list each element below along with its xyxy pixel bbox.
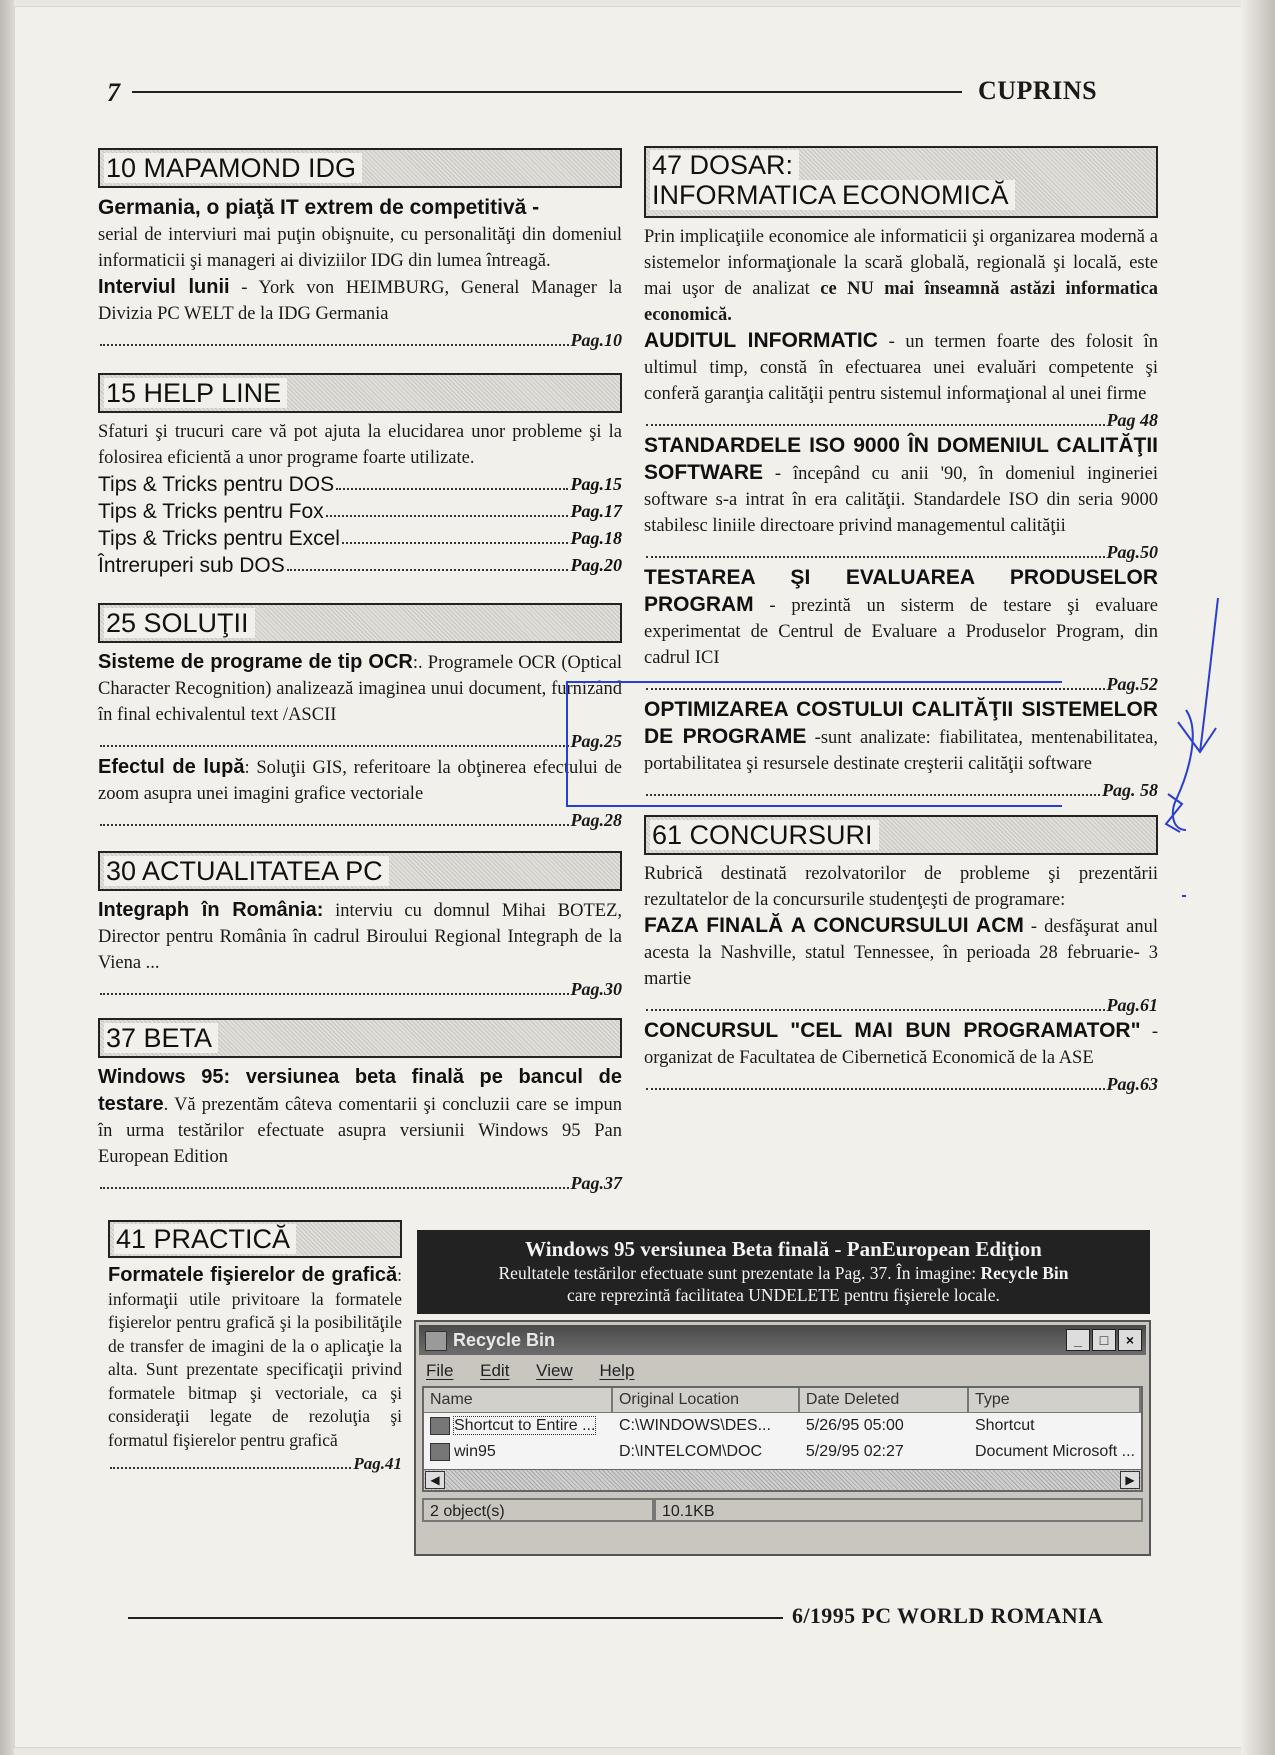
minimize-button[interactable]: _ <box>1066 1329 1090 1351</box>
section-header-dosar: 47 DOSAR: INFORMATICA ECONOMICĂ <box>644 146 1158 218</box>
dosar-optimizarea-page-ref: Pag. 58 <box>644 777 1158 803</box>
menu-file[interactable]: File <box>426 1361 454 1380</box>
mapamond-lead: Germania, o piaţă IT extrem de competitivă - <box>98 196 540 219</box>
list-item[interactable]: win95 D:\INTELCOM\DOC 5/29/95 02:27 Document Microsoft ... <box>424 1439 1141 1465</box>
menu-help[interactable]: Help <box>599 1361 635 1380</box>
concursuri-programator-page-ref: Pag.63 <box>644 1071 1158 1097</box>
window-title: Recycle Bin <box>453 1330 556 1350</box>
solutii-item-lupa: Efectul de lupă: Soluţii GIS, referitoare la obţinerea efectului de zoom asupra unei imagini grafice vectoriale <box>98 756 623 804</box>
section-header-concursuri: 61 CONCURSURI <box>644 815 1158 855</box>
practica-page-ref: Pag.41 <box>108 1452 402 1476</box>
scroll-left-icon[interactable]: ◀ <box>425 1471 445 1489</box>
section-header-solutii: 25 SOLUŢII <box>98 603 622 643</box>
dosar-iso-page-ref: Pag.50 <box>644 539 1158 565</box>
concursuri-item-programator: CONCURSUL "CEL MAI BUN PROGRAMATOR" - organizat de Facultatea de Cibernetică Economică de la ASE <box>644 1019 1158 1068</box>
column-header-type[interactable]: Type <box>969 1388 1141 1412</box>
section-header-actualitatea: 30 ACTUALITATEA PC <box>98 851 622 891</box>
footer-rule <box>128 1617 783 1619</box>
column-header-date[interactable]: Date Deleted <box>800 1388 969 1412</box>
mapamond-item: Interviul lunii - York von HEIMBURG, General Manager la Divizia PC WELT de la IDG Germania <box>98 276 623 324</box>
footer-title: 6/1995 PC WORLD ROMANIA <box>792 1603 1104 1628</box>
actualitatea-item: Integraph în România: interviu cu domnul Mihai BOTEZ, Director pentru România în cadrul Biroului Regional Integraph de la Viena ... <box>98 899 623 973</box>
dosar-item-iso: STANDARDELE ISO 9000 ÎN DOMENIUL CALITĂŢII SOFTWARE - începând cu anii '90, în domeniul ingineriei software s-a intrat în era calităţii. Standardele ISO din seria 9000 stabilesc liniile directoare privind managementul calităţii <box>644 434 1158 536</box>
dosar-item-optimizarea: OPTIMIZAREA COSTULUI CALITĂŢII SISTEMELOR DE PROGRAME -sunt analizate: fiabilitatea, mentenabilitatea, portabilitatea şi resursele destinate creşterii calităţii software <box>644 698 1158 774</box>
dosar-testare-page-ref: Pag.52 <box>644 671 1158 697</box>
solutii-lupa-page-ref: Pag.28 <box>98 807 622 833</box>
mapamond-page-ref: Pag.10 <box>98 327 622 353</box>
section-header-helpline: 15 HELP LINE <box>98 373 622 413</box>
list-item[interactable]: Shortcut to Entire ... C:\WINDOWS\DES... 5/26/95 05:00 Shortcut <box>424 1413 1141 1439</box>
caption-line2: Reultatele testărilor efectuate sunt prezentate la Pag. 37. În imagine: Recycle Bin <box>498 1263 1069 1283</box>
column-header-name[interactable]: Name <box>424 1388 613 1412</box>
header-title: CUPRINS <box>978 76 1098 105</box>
practica-item: Formatele fişierelor de grafică: informaţii utile privitoare la formatele fişierelor pentru grafică şi la posibilităţile de transfer de imagini de la o aplicaţie la alta. Sunt prezentate specificaţii privind formatele bitmap şi vectoriale, ca şi consideraţii legate de rezoluţia şi formatul fişierelor pentru grafică <box>108 1264 402 1450</box>
caption-title: Windows 95 versiunea Beta finală - PanEuropean Ediţion <box>525 1237 1042 1261</box>
concursuri-item-acm: FAZA FINALĂ A CONCURSULUI ACM - desfăşurat anul acesta la Nashville, statul Tennessee, în perioada 28 februarie- 3 martie <box>644 914 1158 989</box>
helpline-tip: Tips & Tricks pentru Fox Pag.17 <box>98 500 622 523</box>
helpline-tip: Întreruperi sub DOS Pag.20 <box>98 554 622 577</box>
helpline-tip: Tips & Tricks pentru DOS Pag.15 <box>98 473 622 496</box>
section-header-mapamond: 10 MAPAMOND IDG <box>98 148 622 188</box>
menu-view[interactable]: View <box>536 1361 573 1380</box>
helpline-body: Sfaturi şi trucuri care vă pot ajuta la elucidarea unor probleme şi la folosirea eficientă a unor programe foarte utilizate. <box>98 422 622 468</box>
column-header-location[interactable]: Original Location <box>613 1388 800 1412</box>
helpline-tip: Tips & Tricks pentru Excel Pag.18 <box>98 527 622 550</box>
scroll-right-icon[interactable]: ▶ <box>1120 1471 1140 1489</box>
status-size: 10.1KB <box>654 1498 1143 1522</box>
dosar-audit-page-ref: Pag 48 <box>644 407 1158 433</box>
close-button[interactable]: × <box>1118 1329 1142 1351</box>
status-objects: 2 object(s) <box>422 1498 654 1522</box>
concursuri-acm-page-ref: Pag.61 <box>644 992 1158 1018</box>
concursuri-intro: Rubrică destinată rezolvatorilor de probleme şi prezentării rezultatelor de la concursurile studenţeşti de programare: <box>644 864 1158 910</box>
actualitatea-page-ref: Pag.30 <box>98 976 622 1002</box>
section-header-practica: 41 PRACTICĂ <box>108 1220 402 1258</box>
solutii-item-ocr: Sisteme de programe de tip OCR:. Programele OCR (Optical Character Recognition) analizează imaginea unui document, furnizând în final echivalentul text /ASCII <box>98 651 622 725</box>
dosar-item-testare: TESTAREA ŞI EVALUAREA PRODUSELOR PROGRAM - prezintă un sisterm de testare şi evaluare experimentat de Centrul de Evaluare a Produselor Program, din cadrul ICI <box>644 566 1158 668</box>
mapamond-body: serial de interviuri mai puţin obişnuite, cu personalităţi din domeniul informaticii şi manageri ai diviziilor IDG din lumea întreagă. <box>98 225 622 271</box>
dosar-intro: Prin implicaţiile economice ale informaticii şi organizarea modernă a sistemelor informaţionale la scară globală, regională şi locală, este mai uşor de analizat ce NU mai înseamnă astăzi informatica economică. <box>644 227 1158 325</box>
solutii-ocr-page-ref: Pag.25 <box>98 728 622 754</box>
beta-page-ref: Pag.37 <box>98 1170 622 1196</box>
caption-line3: care reprezintă facilitatea UNDELETE pentru fişierele locale. <box>567 1285 1000 1305</box>
page-number: 7 <box>107 78 120 107</box>
beta-item: Windows 95: versiunea beta finală pe bancul de testare. Vă prezentăm câteva comentarii şi concluzii care se impun în urma testărilor efectuate asupra versiunii Windows 95 Pan European Edition <box>98 1066 622 1167</box>
dosar-item-audit: AUDITUL INFORMATIC - un termen foarte des folosit în ultimul timp, constă în efectuarea unei evaluări competente şi conferă garanţia calităţii pentru sistemul informaţional al unei firme <box>644 329 1158 404</box>
menu-edit[interactable]: Edit <box>480 1361 510 1380</box>
section-header-beta: 37 BETA <box>98 1018 622 1058</box>
maximize-button[interactable]: □ <box>1092 1329 1116 1351</box>
